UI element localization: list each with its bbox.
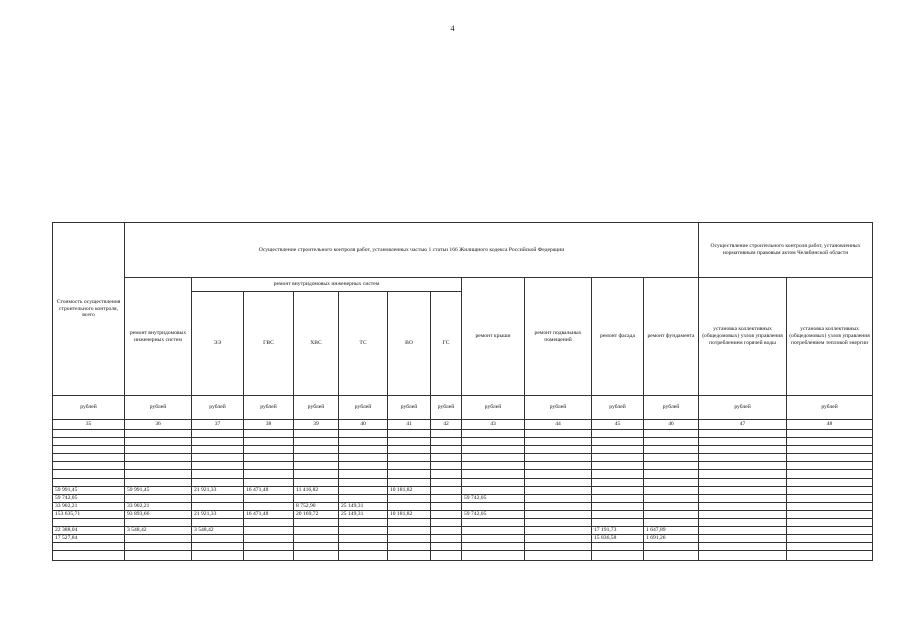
table-cell: 59 991,45	[53, 486, 125, 494]
column-number-cell: 35	[53, 420, 125, 430]
table-cell	[525, 527, 592, 535]
header-facade: ремонт фасада	[592, 278, 644, 396]
table-cell	[462, 438, 525, 446]
table-cell	[294, 430, 339, 438]
table-cell	[431, 535, 462, 543]
table-cell: 1 691,26	[644, 535, 699, 543]
table-cell	[431, 446, 462, 454]
table-cell	[699, 494, 787, 502]
table-cell	[431, 454, 462, 462]
table-cell	[339, 438, 388, 446]
table-row	[53, 430, 873, 438]
table-cell	[525, 551, 592, 561]
table-cell	[125, 430, 192, 438]
table-cell	[244, 535, 294, 543]
table-cell	[294, 454, 339, 462]
table-cell	[431, 478, 462, 486]
table-row	[53, 502, 873, 510]
table-cell	[388, 502, 431, 510]
table-row	[53, 446, 873, 454]
table-row	[53, 535, 873, 543]
table-cell: 1 647,89	[644, 527, 699, 535]
table-cell	[431, 502, 462, 510]
header-meters-hot-water: установка коллективных (общедомовых) узлов управления потреблением горячей воды	[699, 278, 787, 396]
column-number-cell: 43	[462, 420, 525, 430]
table-cell	[592, 510, 644, 518]
table-cell	[53, 438, 125, 446]
header-sys-gvs: ГВС	[244, 292, 294, 396]
table-cell	[125, 543, 192, 551]
table-cell	[192, 502, 244, 510]
table-cell: 153 635,71	[53, 510, 125, 518]
table-cell	[388, 527, 431, 535]
header-systems-repair: ремонт внутридомовых инженерных систем	[125, 278, 192, 396]
table-cell: 59 742,05	[462, 494, 525, 502]
table-cell: 17 527,84	[53, 535, 125, 543]
table-cell	[787, 446, 873, 454]
table-cell	[644, 502, 699, 510]
table-cell	[244, 519, 294, 527]
table-cell	[787, 527, 873, 535]
table-cell	[53, 519, 125, 527]
table-cell: 59 991,45	[125, 486, 192, 494]
table-cell	[294, 494, 339, 502]
table-cell	[699, 535, 787, 543]
table-cell	[125, 438, 192, 446]
table-cell	[525, 478, 592, 486]
table-cell	[125, 470, 192, 478]
table-cell	[787, 519, 873, 527]
table-cell	[644, 462, 699, 470]
table-cell: 33 902,21	[53, 502, 125, 510]
table-cell	[431, 543, 462, 551]
table-cell	[125, 446, 192, 454]
table-cell: 21 921,33	[192, 510, 244, 518]
table-cell: 8 752,90	[294, 502, 339, 510]
table-cell	[431, 430, 462, 438]
table-cell: 59 742,05	[462, 510, 525, 518]
table-cell	[294, 535, 339, 543]
table-cell	[244, 551, 294, 561]
table-cell	[339, 543, 388, 551]
table-cell	[388, 543, 431, 551]
table-cell	[339, 535, 388, 543]
table-cell	[388, 438, 431, 446]
table-cell	[339, 454, 388, 462]
unit-cell: рублей	[125, 396, 192, 420]
table-cell	[339, 462, 388, 470]
table-cell	[388, 430, 431, 438]
table-cell	[525, 486, 592, 494]
table-cell	[431, 470, 462, 478]
table-cell	[699, 430, 787, 438]
table-cell: 11 416,82	[294, 486, 339, 494]
header-sys-ts: ТС	[339, 292, 388, 396]
table-cell: 16 471,48	[244, 510, 294, 518]
table-cell	[644, 446, 699, 454]
table-cell	[787, 478, 873, 486]
table-cell: 25 149,31	[339, 502, 388, 510]
table-cell	[644, 543, 699, 551]
header-sys-hvs: ХВС	[294, 292, 339, 396]
table-cell: 20 169,72	[294, 510, 339, 518]
table-cell	[525, 494, 592, 502]
table-cell	[431, 486, 462, 494]
table-cell	[388, 446, 431, 454]
table-cell	[462, 462, 525, 470]
table-cell	[244, 430, 294, 438]
table-cell	[192, 438, 244, 446]
column-number-cell: 45	[592, 420, 644, 430]
table-cell	[388, 454, 431, 462]
column-number-cell: 36	[125, 420, 192, 430]
table-cell	[53, 551, 125, 561]
table-cell	[644, 470, 699, 478]
table-cell	[699, 462, 787, 470]
table-cell: 15 836,58	[592, 535, 644, 543]
table-cell	[592, 551, 644, 561]
table-cell	[53, 543, 125, 551]
column-number-cell: 38	[244, 420, 294, 430]
table-cell	[787, 462, 873, 470]
table-cell	[644, 551, 699, 561]
table-cell	[462, 454, 525, 462]
table-cell	[462, 502, 525, 510]
table-cell	[192, 462, 244, 470]
table-cell	[125, 478, 192, 486]
header-sys-vo: ВО	[388, 292, 431, 396]
table-cell	[339, 527, 388, 535]
table-cell	[462, 543, 525, 551]
table-cell	[644, 510, 699, 518]
column-number-cell: 48	[787, 420, 873, 430]
table-cell	[787, 438, 873, 446]
table-cell	[787, 470, 873, 478]
table-cell	[592, 438, 644, 446]
table-cell	[462, 519, 525, 527]
table-cell	[192, 551, 244, 561]
table-cell	[592, 494, 644, 502]
table-cell: 93 893,66	[125, 510, 192, 518]
table-cell	[787, 494, 873, 502]
unit-cell: рублей	[525, 396, 592, 420]
table-cell	[388, 470, 431, 478]
table-cell	[339, 494, 388, 502]
table-cell	[192, 430, 244, 438]
column-number-row	[53, 420, 873, 430]
table-cell	[192, 519, 244, 527]
table-cell	[787, 510, 873, 518]
table-row	[53, 478, 873, 486]
header-foundation: ремонт фундамента	[644, 278, 699, 396]
table-cell	[294, 438, 339, 446]
header-sys-gs: ГС	[431, 292, 462, 396]
table-cell	[525, 535, 592, 543]
table-cell	[592, 519, 644, 527]
table-cell	[699, 519, 787, 527]
table-cell	[244, 502, 294, 510]
table-cell	[592, 446, 644, 454]
table-row	[53, 527, 873, 535]
table-cell	[125, 462, 192, 470]
table-cell	[525, 470, 592, 478]
table-cell	[462, 527, 525, 535]
table-cell	[431, 519, 462, 527]
header-subgroup-systems: ремонт внутридомовых инженерных систем	[192, 278, 462, 292]
table-cell	[431, 462, 462, 470]
table-cell	[462, 470, 525, 478]
unit-cell: рублей	[244, 396, 294, 420]
table-cell	[431, 527, 462, 535]
header-group-166: Осуществление строительного контроля работ, установленных частью 1 статьи 166 Жилищного кодекса Российской Федерации	[125, 223, 699, 278]
table-cell	[294, 446, 339, 454]
table-cell	[525, 454, 592, 462]
table-cell: 33 902,21	[125, 502, 192, 510]
table-row	[53, 519, 873, 527]
table-cell	[525, 446, 592, 454]
table-cell	[431, 494, 462, 502]
table-cell	[431, 510, 462, 518]
table-cell	[787, 430, 873, 438]
column-number-cell: 39	[294, 420, 339, 430]
table-cell	[592, 486, 644, 494]
table-cell	[192, 478, 244, 486]
table-cell	[644, 438, 699, 446]
table-cell	[699, 527, 787, 535]
table-cell	[699, 543, 787, 551]
column-number-cell: 37	[192, 420, 244, 430]
table-cell	[388, 551, 431, 561]
column-number-cell: 46	[644, 420, 699, 430]
table-cell	[431, 551, 462, 561]
table-cell	[339, 470, 388, 478]
table-cell	[699, 486, 787, 494]
table-cell	[525, 502, 592, 510]
table-cell	[462, 551, 525, 561]
table-cell	[53, 430, 125, 438]
table-cell: 59 742,05	[53, 494, 125, 502]
table-cell	[388, 478, 431, 486]
table-cell	[294, 470, 339, 478]
table-row	[53, 543, 873, 551]
unit-cell: рублей	[192, 396, 244, 420]
table-cell	[699, 551, 787, 561]
column-number-cell: 40	[339, 420, 388, 430]
table-cell	[339, 519, 388, 527]
table-cell	[699, 502, 787, 510]
table-cell	[244, 470, 294, 478]
table-cell	[192, 543, 244, 551]
table-cell	[244, 494, 294, 502]
table-cell	[125, 519, 192, 527]
table-cell	[244, 438, 294, 446]
table-cell	[125, 551, 192, 561]
table-cell	[525, 430, 592, 438]
table-cell	[592, 502, 644, 510]
table-cell	[192, 446, 244, 454]
table-row	[53, 462, 873, 470]
unit-cell: рублей	[592, 396, 644, 420]
table-cell	[388, 462, 431, 470]
table-cell	[699, 446, 787, 454]
table-cell	[192, 535, 244, 543]
table-cell	[125, 494, 192, 502]
table-cell	[644, 478, 699, 486]
unit-cell: рублей	[431, 396, 462, 420]
header-roof: ремонт крыши	[462, 278, 525, 396]
table-cell	[699, 478, 787, 486]
header-group-regional: Осуществление строительного контроля работ, установленных нормативным правовым актом Челябинской области	[699, 223, 873, 278]
table-cell	[339, 478, 388, 486]
table-row	[53, 438, 873, 446]
table-cell	[462, 478, 525, 486]
unit-cell: рублей	[699, 396, 787, 420]
table-cell	[244, 478, 294, 486]
table-row	[53, 486, 873, 494]
table-cell	[244, 454, 294, 462]
unit-cell: рублей	[388, 396, 431, 420]
table-row	[53, 551, 873, 561]
table-cell	[644, 494, 699, 502]
table-cell	[339, 486, 388, 494]
table-cell	[339, 446, 388, 454]
table-cell: 3 548,42	[125, 527, 192, 535]
table-cell	[53, 462, 125, 470]
table-cell	[192, 470, 244, 478]
page-number: 4	[450, 24, 455, 33]
table-cell	[294, 519, 339, 527]
table-cell	[244, 543, 294, 551]
table-cell	[125, 454, 192, 462]
unit-cell: рублей	[339, 396, 388, 420]
table-cell	[339, 551, 388, 561]
table-cell	[53, 470, 125, 478]
table-cell	[787, 502, 873, 510]
table-cell	[644, 519, 699, 527]
table-cell	[53, 478, 125, 486]
table-row	[53, 494, 873, 502]
table-cell	[294, 462, 339, 470]
column-number-cell: 42	[431, 420, 462, 430]
table-cell	[244, 462, 294, 470]
table-cell: 21 921,33	[192, 486, 244, 494]
table-cell	[294, 551, 339, 561]
table-cell	[388, 519, 431, 527]
table-cell	[699, 470, 787, 478]
unit-cell: рублей	[294, 396, 339, 420]
table-cell	[462, 446, 525, 454]
unit-cell: рублей	[787, 396, 873, 420]
table-cell: 17 191,73	[592, 527, 644, 535]
table-cell	[787, 551, 873, 561]
table-cell	[644, 430, 699, 438]
table-cell	[294, 527, 339, 535]
table-cell	[388, 494, 431, 502]
table-cell	[699, 438, 787, 446]
unit-cell: рублей	[644, 396, 699, 420]
table-cell: 10 181,82	[388, 510, 431, 518]
construction-control-table	[52, 222, 873, 561]
table-cell	[525, 510, 592, 518]
unit-cell: рублей	[53, 396, 125, 420]
table-cell	[644, 486, 699, 494]
unit-row	[53, 396, 873, 420]
table-cell	[244, 446, 294, 454]
table-cell	[192, 454, 244, 462]
table-cell	[294, 543, 339, 551]
table-cell	[462, 430, 525, 438]
table-cell	[787, 543, 873, 551]
table-cell	[787, 454, 873, 462]
table-row	[53, 470, 873, 478]
table-cell	[592, 478, 644, 486]
header-sys-ee: ЭЭ	[192, 292, 244, 396]
table-cell	[592, 430, 644, 438]
table-cell	[525, 438, 592, 446]
table-cell	[644, 454, 699, 462]
unit-cell: рублей	[462, 396, 525, 420]
table-cell	[525, 462, 592, 470]
table-cell: 10 181,82	[388, 486, 431, 494]
table-cell	[192, 494, 244, 502]
column-number-cell: 44	[525, 420, 592, 430]
header-meters-heat: установка коллективных (общедомовых) узлов управления потреблением тепловой энергии	[787, 278, 873, 396]
table-cell	[53, 454, 125, 462]
table-cell	[787, 535, 873, 543]
table-cell	[787, 486, 873, 494]
table-cell	[388, 535, 431, 543]
table-cell	[592, 462, 644, 470]
table-cell	[431, 438, 462, 446]
table-cell	[525, 519, 592, 527]
header-basement: ремонт подвальных помещений	[525, 278, 592, 396]
table-cell	[699, 510, 787, 518]
table-cell	[53, 446, 125, 454]
table-row	[53, 454, 873, 462]
table-cell	[592, 543, 644, 551]
table-cell	[125, 535, 192, 543]
table-cell	[462, 535, 525, 543]
table-cell: 3 548,42	[192, 527, 244, 535]
table-cell: 16 471,48	[244, 486, 294, 494]
table-cell	[699, 454, 787, 462]
column-number-cell: 41	[388, 420, 431, 430]
table-cell	[244, 527, 294, 535]
table-cell	[592, 470, 644, 478]
table-cell	[294, 478, 339, 486]
table-cell	[462, 486, 525, 494]
table-cell: 22 388,04	[53, 527, 125, 535]
table-row	[53, 510, 873, 518]
table-cell	[525, 543, 592, 551]
column-number-cell: 47	[699, 420, 787, 430]
header-cost-total: Стоимость осуществления строительного контроля, всего	[53, 223, 125, 396]
table-cell: 25 149,31	[339, 510, 388, 518]
table-cell	[592, 454, 644, 462]
table-cell	[339, 430, 388, 438]
